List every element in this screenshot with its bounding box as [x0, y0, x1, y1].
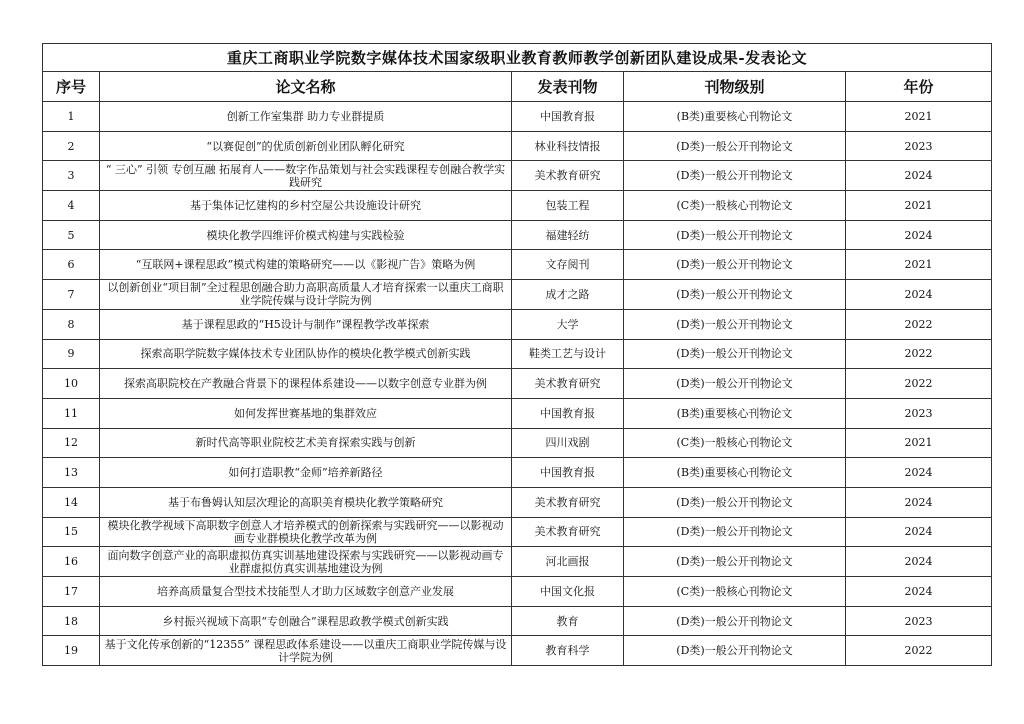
cell-title: 探索高职院校在产教融合背景下的课程体系建设——以数字创意专业群为例: [100, 369, 512, 399]
cell-no: 7: [43, 280, 100, 310]
table-row: [43, 636, 992, 666]
cell-journal: 中国教育报: [512, 102, 624, 132]
table-title: 重庆工商职业学院数字媒体技术国家级职业教育教师教学创新团队建设成果-发表论文: [43, 44, 992, 72]
cell-no: 4: [43, 191, 100, 221]
cell-year: 2023: [846, 606, 992, 636]
cell-level: (C类)一般核心刊物论文: [624, 191, 846, 221]
cell-level: (C类)一般核心刊物论文: [624, 428, 846, 458]
cell-title: 乡村振兴视域下高职“专创融合”课程思政教学模式创新实践: [100, 606, 512, 636]
table-row: [43, 339, 992, 369]
table-row: [43, 309, 992, 339]
cell-level: (D类)一般公开刊物论文: [624, 131, 846, 161]
header-journal: 发表刊物: [512, 72, 624, 102]
cell-level: (D类)一般公开刊物论文: [624, 517, 846, 547]
table-row: [43, 517, 992, 547]
cell-level: (D类)一般公开刊物论文: [624, 369, 846, 399]
cell-journal: 福建轻纺: [512, 220, 624, 250]
cell-title: 模块化教学四维评价模式构建与实践检验: [100, 220, 512, 250]
table-row: [43, 220, 992, 250]
cell-year: 2022: [846, 339, 992, 369]
table-row: [43, 487, 992, 517]
cell-journal: 文存阅刊: [512, 250, 624, 280]
cell-no: 9: [43, 339, 100, 369]
cell-title: 新时代高等职业院校艺术美育探索实践与创新: [100, 428, 512, 458]
cell-level: (D类)一般公开刊物论文: [624, 636, 846, 666]
cell-title: 基于布鲁姆认知层次理论的高职美育模块化教学策略研究: [100, 487, 512, 517]
cell-level: (B类)重要核心刊物论文: [624, 458, 846, 488]
cell-no: 8: [43, 309, 100, 339]
cell-no: 16: [43, 547, 100, 577]
cell-year: 2021: [846, 250, 992, 280]
cell-journal: 美术教育研究: [512, 369, 624, 399]
cell-journal: 林业科技情报: [512, 131, 624, 161]
table-body: [43, 44, 992, 666]
cell-no: 6: [43, 250, 100, 280]
cell-level: (D类)一般公开刊物论文: [624, 487, 846, 517]
cell-year: 2021: [846, 102, 992, 132]
cell-year: 2024: [846, 458, 992, 488]
cell-year: 2024: [846, 577, 992, 607]
cell-title: 面向数字创意产业的高职虚拟仿真实训基地建设探索与实践研究——以影视动画专业群虚拟仿真实训基地建设为例: [100, 547, 512, 577]
cell-no: 10: [43, 369, 100, 399]
cell-journal: 美术教育研究: [512, 517, 624, 547]
cell-year: 2022: [846, 309, 992, 339]
cell-level: (D类)一般公开刊物论文: [624, 339, 846, 369]
table-row: [43, 369, 992, 399]
cell-title: 基于文化传承创新的“12355” 课程思政体系建设——以重庆工商职业学院传媒与设计学院为例: [100, 636, 512, 666]
cell-no: 17: [43, 577, 100, 607]
cell-title: 基于集体记忆建构的乡村空屋公共设施设计研究: [100, 191, 512, 221]
cell-no: 12: [43, 428, 100, 458]
cell-year: 2024: [846, 517, 992, 547]
table-row: [43, 606, 992, 636]
cell-year: 2021: [846, 191, 992, 221]
table-row: [43, 458, 992, 488]
cell-no: 5: [43, 220, 100, 250]
header-row: [43, 72, 992, 102]
table-row: [43, 191, 992, 221]
cell-level: (D类)一般公开刊物论文: [624, 309, 846, 339]
cell-title: “ 三心” 引领 专创互融 拓展育人——数字作品策划与社会实践课程专创融合教学实践研究: [100, 161, 512, 191]
cell-journal: 大学: [512, 309, 624, 339]
header-level: 刊物级别: [624, 72, 846, 102]
cell-level: (C类)一般核心刊物论文: [624, 577, 846, 607]
cell-year: 2023: [846, 131, 992, 161]
cell-level: (B类)重要核心刊物论文: [624, 102, 846, 132]
cell-journal: 四川戏剧: [512, 428, 624, 458]
cell-journal: 中国教育报: [512, 458, 624, 488]
cell-year: 2021: [846, 428, 992, 458]
cell-no: 1: [43, 102, 100, 132]
cell-no: 15: [43, 517, 100, 547]
cell-no: 2: [43, 131, 100, 161]
cell-journal: 美术教育研究: [512, 161, 624, 191]
cell-year: 2024: [846, 220, 992, 250]
table-row: [43, 398, 992, 428]
cell-no: 3: [43, 161, 100, 191]
cell-title: 培养高质量复合型技术技能型人才助力区域数字创意产业发展: [100, 577, 512, 607]
cell-level: (D类)一般公开刊物论文: [624, 250, 846, 280]
cell-title: 模块化教学视域下高职数字创意人才培养模式的创新探索与实践研究——以影视动画专业群模块化教学改革为例: [100, 517, 512, 547]
cell-year: 2023: [846, 398, 992, 428]
cell-level: (D类)一般公开刊物论文: [624, 220, 846, 250]
table-row: [43, 250, 992, 280]
title-row: [43, 44, 992, 72]
header-no: 序号: [43, 72, 100, 102]
cell-title: “互联网+课程思政”模式构建的策略研究——以《影视广告》策略为例: [100, 250, 512, 280]
cell-year: 2022: [846, 369, 992, 399]
cell-no: 14: [43, 487, 100, 517]
cell-title: 基于课程思政的“H5设计与制作”课程教学改革探索: [100, 309, 512, 339]
cell-journal: 教育科学: [512, 636, 624, 666]
cell-journal: 成才之路: [512, 280, 624, 310]
cell-title: 创新工作室集群 助力专业群提质: [100, 102, 512, 132]
cell-level: (D类)一般公开刊物论文: [624, 547, 846, 577]
cell-journal: 包装工程: [512, 191, 624, 221]
cell-year: 2024: [846, 487, 992, 517]
cell-journal: 鞋类工艺与设计: [512, 339, 624, 369]
table-row: [43, 102, 992, 132]
header-year: 年份: [846, 72, 992, 102]
cell-journal: 中国教育报: [512, 398, 624, 428]
table-row: [43, 161, 992, 191]
cell-journal: 教育: [512, 606, 624, 636]
cell-title: “以赛促创”的优质创新创业团队孵化研究: [100, 131, 512, 161]
cell-journal: 美术教育研究: [512, 487, 624, 517]
cell-no: 19: [43, 636, 100, 666]
header-title: 论文名称: [100, 72, 512, 102]
cell-journal: 河北画报: [512, 547, 624, 577]
table-row: [43, 131, 992, 161]
table-row: [43, 577, 992, 607]
cell-no: 18: [43, 606, 100, 636]
publications-table: [42, 43, 992, 666]
cell-title: 如何发挥世赛基地的集群效应: [100, 398, 512, 428]
cell-title: 以创新创业“项目制”全过程思创融合助力高职高质量人才培育探索一以重庆工商职业学院传媒与设计学院为例: [100, 280, 512, 310]
cell-level: (D类)一般公开刊物论文: [624, 161, 846, 191]
cell-year: 2024: [846, 161, 992, 191]
table-row: [43, 428, 992, 458]
cell-title: 探索高职学院数字媒体技术专业团队协作的模块化教学模式创新实践: [100, 339, 512, 369]
cell-year: 2022: [846, 636, 992, 666]
cell-year: 2024: [846, 280, 992, 310]
cell-journal: 中国文化报: [512, 577, 624, 607]
cell-title: 如何打造职教“金师”培养新路径: [100, 458, 512, 488]
cell-no: 13: [43, 458, 100, 488]
table-row: [43, 280, 992, 310]
cell-level: (B类)重要核心刊物论文: [624, 398, 846, 428]
table-row: [43, 547, 992, 577]
cell-no: 11: [43, 398, 100, 428]
cell-level: (D类)一般公开刊物论文: [624, 606, 846, 636]
cell-year: 2024: [846, 547, 992, 577]
cell-level: (D类)一般公开刊物论文: [624, 280, 846, 310]
